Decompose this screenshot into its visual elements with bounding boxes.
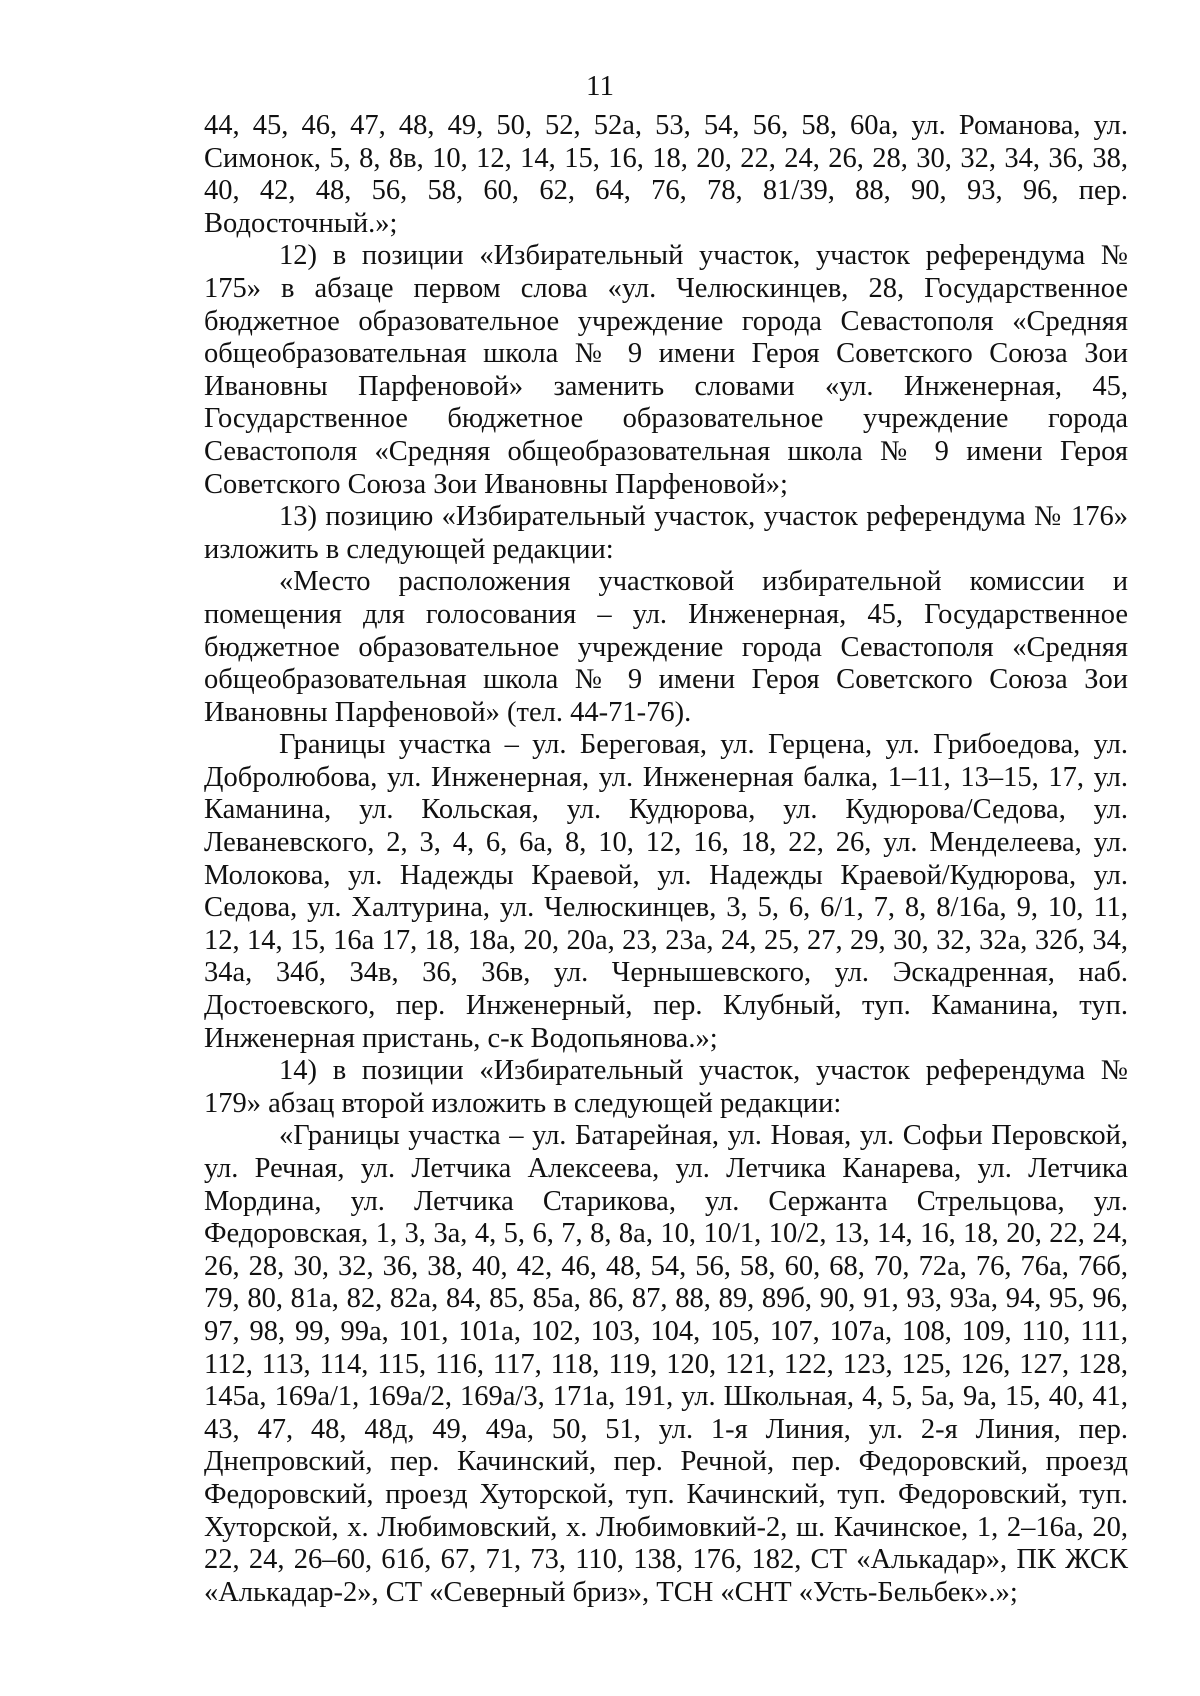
document-body (204, 110, 1128, 1609)
paragraph-p4: Границы участка – ул. Береговая, ул. Герцена, ул. Грибоедова, ул. Добролюбова, ул. Инженерная, ул. Инженерная балка, 1–11, 13–15, 17, ул. Каманина, ул. Кольская, ул. Кудюрова, ул. Кудюрова/Седова, ул. Леваневского, 2, 3, 4, 6, 6а, 8, 10, 12, 16, 18, 22, 26, ул. Менделеева, ул. Молокова, ул. Надежды Краевой, ул. Надежды Краевой/Кудюрова, ул. Седова, ул. Халтурина, ул. Челюскинцев, 3, 5, 6, 6/1, 7, 8, 8/16а, 9, 10, 11, 12, 14, 15, 16а 17, 18, 18а, 20, 20а, 23, 23а, 24, 25, 27, 29, 30, 32, 32а, 32б, 34, 34а, 34б, 34в, 36, 36в, ул. Чернышевского, ул. Эскадренная, наб. Достоевского, пер. Инженерный, пер. Клубный, туп. Каманина, туп. Инженерная пристань, с-к Водопьянова.»; (204, 729, 1128, 1054)
paragraph-p1: 12) в позиции «Избирательный участок, участок референдума № 175» в абзаце первом слова «ул. Челюскинцев, 28, Государственное бюджетное образовательное учреждение города Севастополя «Средняя общеобразовательная школа № 9 имени Героя Советского Союза Зои Ивановны Парфеновой» заменить словами «ул. Инженерная, 45, Государственное бюджетное образовательное учреждение города Севастополя «Средняя общеобразовательная школа № 9 имени Героя Советского Союза Зои Ивановны Парфеновой»; (204, 240, 1128, 500)
paragraph-p3: «Место расположения участковой избирательной комиссии и помещения для голосования – ул. Инженерная, 45, Государственное бюджетное образовательное учреждение города Севастополя «Средняя общеобразовательная школа № 9 имени Героя Советского Союза Зои Ивановны Парфеновой» (тел. 44-71-76). (204, 566, 1128, 728)
paragraph-p0: 44, 45, 46, 47, 48, 49, 50, 52, 52а, 53, 54, 56, 58, 60а, ул. Романова, ул. Симонок, 5, 8, 8в, 10, 12, 14, 15, 16, 18, 20, 22, 24, 26, 28, 30, 32, 34, 36, 38, 40, 42, 48, 56, 58, 60, 62, 64, 76, 78, 81/39, 88, 90, 93, 96, пер. Водосточный.»; (204, 110, 1128, 239)
paragraph-p6: «Границы участка – ул. Батарейная, ул. Новая, ул. Софьи Перовской, ул. Речная, ул. Летчика Алексеева, ул. Летчика Канарева, ул. Летчика Мордина, ул. Летчика Старикова, ул. Сержанта Стрельцова, ул. Федоровская, 1, 3, 3а, 4, 5, 6, 7, 8, 8а, 10, 10/1, 10/2, 13, 14, 16, 18, 20, 22, 24, 26, 28, 30, 32, 36, 38, 40, 42, 46, 48, 54, 56, 58, 60, 68, 70, 72а, 76, 76а, 76б, 79, 80, 81а, 82, 82а, 84, 85, 85а, 86, 87, 88, 89, 89б, 90, 91, 93, 93а, 94, 95, 96, 97, 98, 99, 99а, 101, 101а, 102, 103, 104, 105, 107, 107а, 108, 109, 110, 111, 112, 113, 114, 115, 116, 117, 118, 119, 120, 121, 122, 123, 125, 126, 127, 128, 145а, 169а/1, 169а/2, 169а/3, 171а, 191, ул. Школьная, 4, 5, 5а, 9а, 15, 40, 41, 43, 47, 48, 48д, 49, 49а, 50, 51, ул. 1-я Линия, ул. 2-я Линия, пер. Днепровский, пер. Качинский, пер. Речной, пер. Федоровский, проезд Федоровский, проезд Хуторской, туп. Качинский, туп. Федоровский, туп. Хуторской, х. Любимовский, х. Любимовкий-2, ш. Качинское, 1, 2–16а, 20, 22, 24, 26–60, 61б, 67, 71, 73, 110, 138, 176, 182, СТ «Алькадар», ПК ЖСК «Алькадар-2», СТ «Северный бриз», ТСН «СНТ «Усть-Бельбек».»; (204, 1120, 1128, 1608)
paragraph-p2: 13) позицию «Избирательный участок, участок референдума № 176» изложить в следующей редакции: (204, 501, 1128, 565)
paragraph-p5: 14) в позиции «Избирательный участок, участок референдума № 179» абзац второй изложить в следующей редакции: (204, 1055, 1128, 1119)
page-number: 11 (586, 70, 614, 102)
